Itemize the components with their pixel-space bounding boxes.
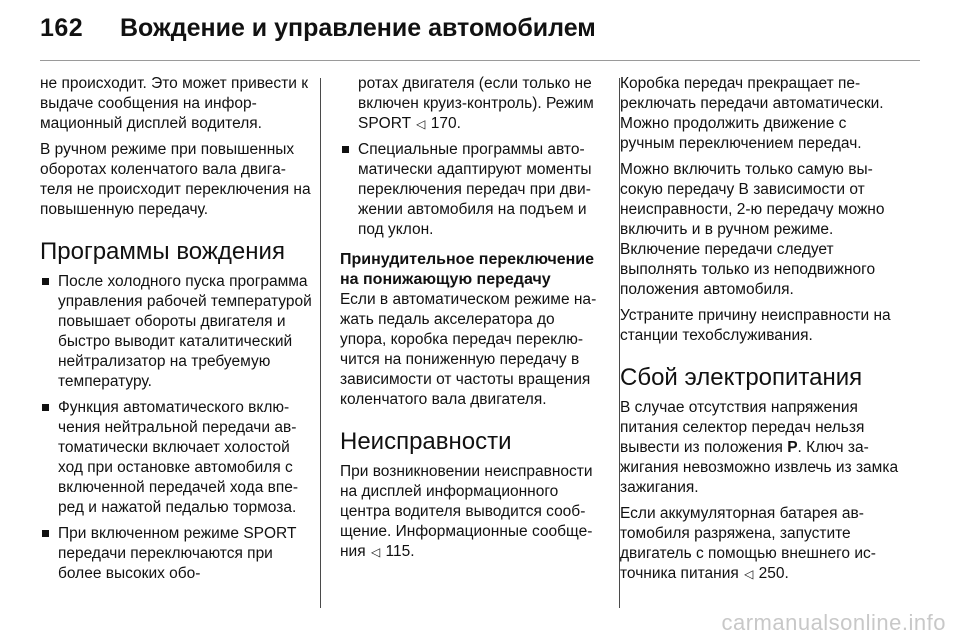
section-heading-faults: Неисправности [340, 428, 512, 455]
bullet-icon [42, 530, 49, 537]
page-reference-icon[interactable]: ◁ [416, 117, 426, 131]
list-item-text: Специальные программы автоматически адаптируют моменты переключения передач при движении автомобиля на подъем и под уклон. [358, 141, 592, 238]
paragraph-text: . Ключ зажигания невозможно извлечь из замка зажигания. [620, 439, 899, 496]
column-3 [620, 74, 902, 590]
list-item [340, 140, 602, 240]
list-item [40, 524, 312, 584]
paragraph: Если в автоматическом режиме нажать педаль акселератора до упора, коробка передач переключится на пониженную передачу в зависимости от частоты вращения коленчатого вала двигателя. [340, 291, 597, 408]
paragraph [340, 462, 602, 562]
paragraph-text: Если аккумуляторная батарея автомобиля разряжена, запустите двигатель с помощью внешнего источника питания [620, 505, 876, 582]
header-divider [40, 60, 920, 61]
list-item-text: ротах двигателя (если только не включен круиз-контроль). Режим SPORT [358, 75, 594, 132]
chapter-title: Вождение и управление автомобилем [120, 14, 596, 42]
paragraph: В ручном режиме при повышенных оборотах коленчатого вала двигателя не происходит переключения на повышенную передачу. [40, 141, 311, 218]
paragraph: Можно включить только самую высокую передачу В зависимости от неисправности, 2-ю передачу можно включить и в ручном режиме. Включение передачи следует выполнять только из неподвижного положения автомобиля. [620, 161, 885, 298]
paragraph [620, 398, 902, 498]
paragraph-text: При возникновении неисправности на дисплей информационного центра водителя выводится сообщение. Информационные сообщения [340, 463, 593, 560]
page-reference-link[interactable]: 250. [758, 565, 789, 582]
page-reference-icon[interactable]: ◁ [370, 545, 381, 559]
section-heading-power-failure: Сбой электропитания [620, 364, 863, 391]
subheading-kickdown: Принудительное переключение на понижающую передачу [340, 251, 595, 288]
bullet-icon [42, 278, 49, 285]
bullet-icon [42, 404, 49, 411]
page-number: 162 [40, 14, 84, 42]
list-item-continuation [340, 74, 602, 134]
page-reference-link[interactable]: 170. [430, 115, 461, 132]
list-item [40, 272, 312, 392]
list-item-text: При включенном режиме SPORT передачи переключаются при более высоких обо- [58, 525, 297, 582]
column-1 [40, 74, 312, 590]
page-reference-link[interactable]: 115. [385, 543, 415, 560]
watermark: carmanualsonline.info [721, 610, 946, 635]
list-item-text: После холодного пуска программа управления рабочей температурой повышает обороты двигателя и быстро выводит каталитический нейтрализатор на требуемую температуру. [58, 273, 312, 390]
paragraph: не происходит. Это может привести к выдаче сообщения на информационный дисплей водителя. [40, 75, 309, 132]
list-item [40, 398, 312, 518]
section-heading-driving-programs: Программы вождения [40, 238, 285, 265]
gear-position-p: P [787, 439, 798, 456]
page-reference-icon[interactable]: ◁ [744, 567, 754, 581]
paragraph-text: В случае отсутствия напряжения питания селектор передач нельзя вывести из положения [620, 399, 865, 456]
paragraph: Коробка передач прекращает переключать передачи автоматически. Можно продолжить движение с ручным переключением передач. [620, 75, 884, 152]
column-2 [340, 74, 602, 568]
paragraph: Устраните причину неисправности на станции техобслуживания. [620, 307, 891, 344]
page-header [40, 14, 920, 50]
column-divider-1 [320, 78, 321, 608]
list-item-text: Функция автоматического включения нейтральной передачи автоматически включает холостой ход при остановке автомобиля с включенной передачей хода вперед и нажатой педалью тормоза. [58, 399, 299, 516]
paragraph [620, 504, 902, 584]
bullet-icon [342, 146, 349, 153]
